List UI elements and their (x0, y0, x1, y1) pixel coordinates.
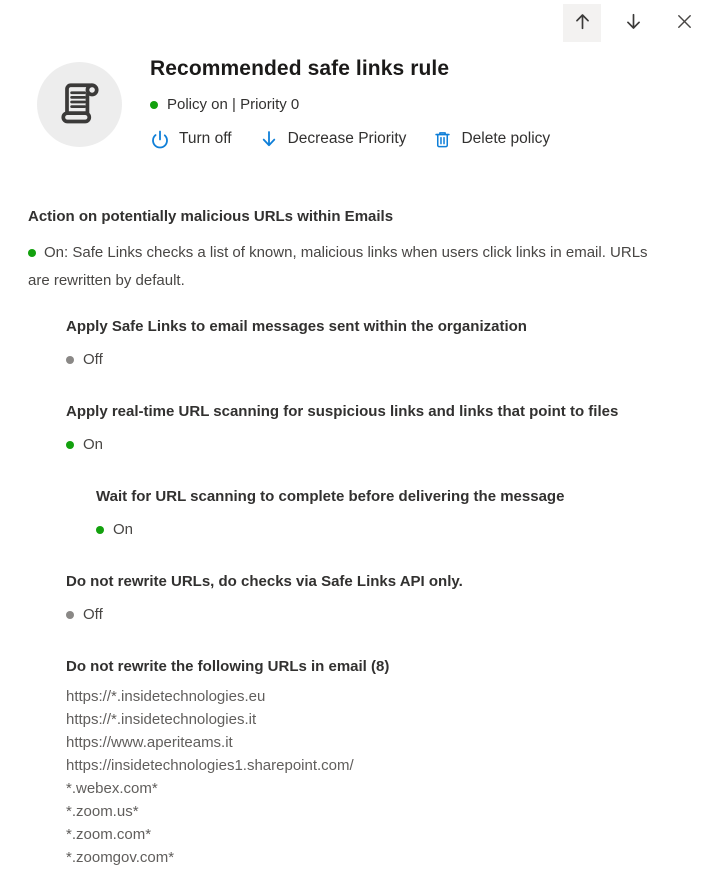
setting-no-rewrite-api-only (66, 572, 689, 624)
url-item: *.zoomgov.com* (66, 849, 175, 866)
url-item: *.webex.com* (66, 780, 158, 797)
setting-title: Apply Safe Links to email messages sent within the organization (66, 318, 527, 335)
close-icon (675, 12, 694, 34)
setting-status (66, 605, 689, 624)
status-on-dot-icon (28, 249, 36, 257)
url-item: *.zoom.us* (66, 803, 139, 820)
setting-title: Apply real-time URL scanning for suspicious links and links that point to files (66, 403, 619, 420)
arrow-down-icon (623, 11, 644, 35)
setting-title: Wait for URL scanning to complete before delivering the message (96, 488, 565, 505)
url-item: https://www.aperiteams.it (66, 734, 233, 751)
url-item: *.zoom.com* (66, 826, 152, 843)
setting-status (66, 350, 689, 369)
url-item: https://*.insidetechnologies.it (66, 711, 257, 728)
status-on-dot-icon (66, 441, 74, 449)
action-section-description (28, 239, 658, 295)
trash-icon (433, 130, 452, 149)
move-down-button[interactable] (614, 4, 652, 42)
policy-actions (150, 129, 550, 149)
decrease-priority-button[interactable] (259, 129, 407, 149)
setting-status (66, 435, 689, 454)
setting-value: On (83, 436, 104, 453)
url-item: https://*.insidetechnologies.eu (66, 688, 266, 705)
turn-off-label: Turn off (179, 130, 232, 147)
setting-value: Off (83, 606, 103, 623)
turn-off-button[interactable] (150, 129, 232, 149)
status-on-dot-icon (96, 526, 104, 534)
action-section-title: Action on potentially malicious URLs within Emails (28, 208, 394, 225)
decrease-priority-label: Decrease Priority (287, 130, 407, 147)
url-section-title: Do not rewrite the following URLs in email (8) (66, 658, 390, 675)
settings-list (66, 317, 689, 624)
down-arrow-icon (259, 129, 279, 149)
setting-internal-email (66, 317, 689, 369)
panel-controls (563, 4, 703, 42)
status-off-dot-icon (66, 356, 74, 364)
scroll-policy-icon (54, 76, 106, 133)
policy-status-text: Policy on | Priority 0 (167, 96, 300, 113)
policy-avatar (37, 62, 122, 147)
action-section (28, 207, 689, 295)
status-on-dot-icon (150, 101, 158, 109)
arrow-up-icon (572, 11, 593, 35)
setting-realtime-scanning (66, 402, 689, 454)
close-button[interactable] (665, 4, 703, 42)
url-list (66, 685, 689, 869)
power-icon (150, 129, 170, 149)
setting-title: Do not rewrite URLs, do checks via Safe Links API only. (66, 573, 463, 590)
setting-wait-for-scan (96, 487, 689, 539)
move-up-button[interactable] (563, 4, 601, 42)
setting-value: On (113, 521, 134, 538)
status-off-dot-icon (66, 611, 74, 619)
do-not-rewrite-urls-section (66, 657, 689, 869)
page-title: Recommended safe links rule (150, 57, 450, 80)
policy-details (0, 149, 717, 869)
policy-status (150, 95, 550, 114)
setting-value: Off (83, 351, 103, 368)
setting-status (96, 520, 689, 539)
action-section-description-text: On: Safe Links checks a list of known, malicious links when users click links in email. URLs are rewritten by default. (28, 244, 648, 289)
url-item: https://insidetechnologies1.sharepoint.com/ (66, 757, 354, 774)
delete-policy-button[interactable] (433, 130, 550, 149)
delete-policy-label: Delete policy (461, 130, 551, 147)
